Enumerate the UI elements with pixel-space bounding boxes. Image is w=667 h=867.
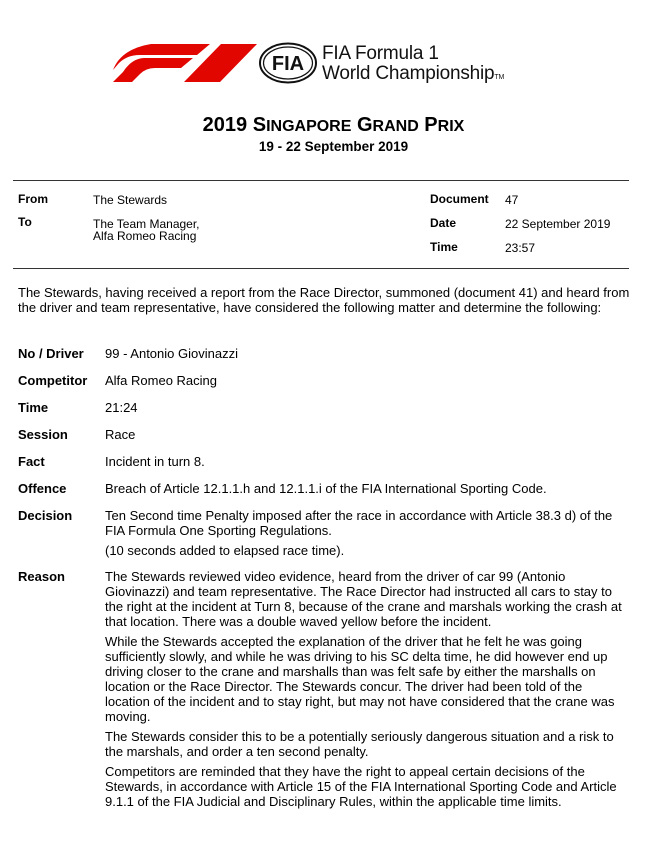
offence-label: Offence xyxy=(18,481,67,496)
date-label: Date xyxy=(430,216,457,230)
session-value: Race xyxy=(105,427,136,442)
incident-time-value: 21:24 xyxy=(105,400,138,415)
reason-text xyxy=(105,569,630,814)
document-value: 47 xyxy=(505,193,519,207)
decision-note: (10 seconds added to elapsed race time). xyxy=(105,543,345,558)
time-value: 23:57 xyxy=(505,241,536,255)
trademark: TM xyxy=(494,74,505,81)
reason-paragraph-4: Competitors are reminded that they have the right to appeal certain decisions of the Stewards, in accordance with Article 15 of the FIA International Sporting Code and Article 9.1.1 of the FIA Judicial and Disciplinary Rules, within the applicable time limits. xyxy=(105,764,617,809)
date-value: 22 September 2019 xyxy=(505,217,611,231)
championship-name xyxy=(322,44,504,88)
championship-line2: World Championship xyxy=(322,63,495,84)
event-dates: 19 - 22 September 2019 xyxy=(258,139,409,154)
document-label: Document xyxy=(430,192,489,206)
competitor-value: Alfa Romeo Racing xyxy=(105,373,217,388)
offence-value: Breach of Article 12.1.1.h and 12.1.1.i of the FIA International Sporting Code. xyxy=(105,481,547,496)
f1-logo-icon xyxy=(113,44,257,82)
decision-text xyxy=(105,508,630,563)
reason-paragraph-3: The Stewards consider this to be a potentially seriously dangerous situation and a risk to the marshals, and order a ten second penalty. xyxy=(105,729,614,759)
competitor-label: Competitor xyxy=(18,373,88,388)
time-label: Time xyxy=(430,240,458,254)
fact-value: Incident in turn 8. xyxy=(105,454,205,469)
divider-top xyxy=(13,180,629,181)
fact-label: Fact xyxy=(18,454,45,469)
driver-label: No / Driver xyxy=(18,346,84,361)
fia-logo-text: FIA xyxy=(271,53,305,75)
fia-logo-icon xyxy=(258,42,318,84)
reason-label: Reason xyxy=(18,569,65,584)
divider-bottom xyxy=(13,268,629,269)
to-value-line2: Alfa Romeo Racing xyxy=(93,229,197,243)
championship-line1: FIA Formula 1 xyxy=(322,43,439,64)
driver-value: 99 - Antonio Giovinazzi xyxy=(105,346,238,361)
to-value-line1: The Team Manager, xyxy=(93,217,200,231)
decision-paragraph: Ten Second time Penalty imposed after the race in accordance with Article 38.3 d) of the FIA Formula One Sporting Regulations. xyxy=(105,508,613,538)
to-label: To xyxy=(18,215,32,229)
session-label: Session xyxy=(18,427,68,442)
from-label: From xyxy=(18,192,48,206)
reason-paragraph-1: The Stewards reviewed video evidence, heard from the driver of car 99 (Antonio Giovinazzi) and team representative. The Race Director had instructed all cars to stay to the right at the incident at Turn 8, because of the crane and marshals working the crash at that location. There was a double waved yellow before the incident. xyxy=(105,569,622,629)
reason-paragraph-2: While the Stewards accepted the explanation of the driver that he felt he was going sufficiently slowly, and while he was driving to his SC delta time, he did however end up driving closer to the crane and marshalls than was felt safe by either the marshalls on location or the Race Director. The Stewards concur. The driver had been told of the location of the incident and to stay right, but may not have considered that the crane was moving. xyxy=(105,634,615,724)
decision-label: Decision xyxy=(18,508,73,523)
intro-paragraph: The Stewards, having received a report from the Race Director, summoned (document 41) and heard from the driver and team representative, have considered the following matter and determine the following: xyxy=(18,285,630,315)
incident-time-label: Time xyxy=(18,400,49,415)
event-title: 2019 SINGAPORE GRAND PRIX xyxy=(202,114,465,136)
from-value: The Stewards xyxy=(93,193,168,207)
